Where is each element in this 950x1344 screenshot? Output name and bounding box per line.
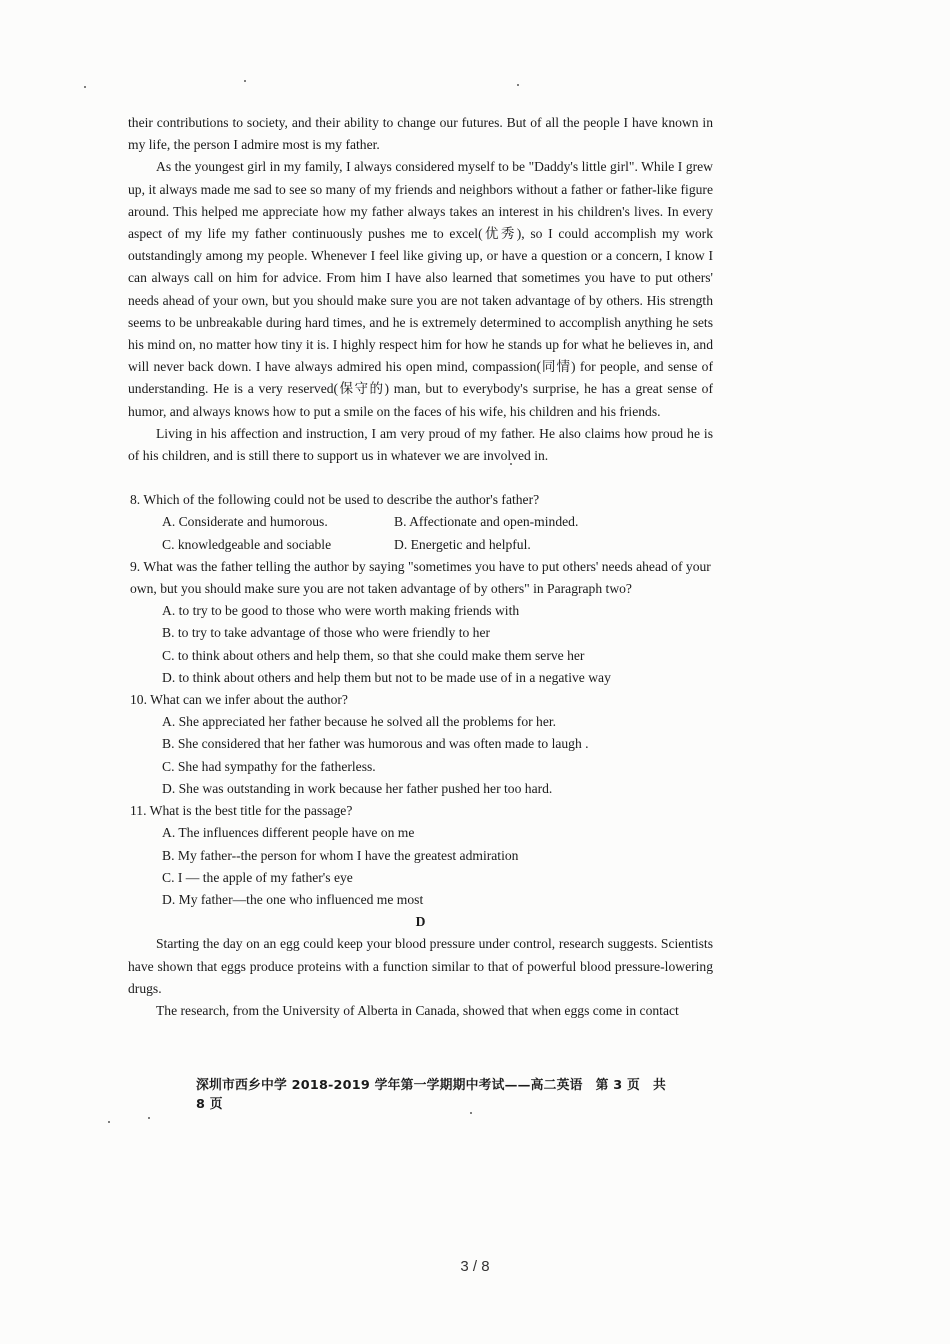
option-b: B. to try to take advantage of those who were friendly to her (162, 625, 491, 641)
scan-speck (148, 1117, 150, 1119)
question-number: 10. (130, 692, 147, 708)
question-stem: What can we infer about the author? (150, 692, 348, 708)
option-a: A. to try to be good to those who were worth making friends with (162, 603, 520, 619)
section-d-heading: D (415, 914, 426, 930)
option-d: D. She was outstanding in work because her father pushed her too hard. (162, 780, 553, 796)
question-8 (128, 489, 713, 556)
question-stem: What was the father telling the author by saying "sometimes you have to put others' needs ahead of your own, but you should make sure you are not taken advantage of by others" in Paragraph two? (130, 558, 711, 597)
option-c: C. I — the apple of my father's eye (162, 869, 353, 885)
exam-footer: 深圳市西乡中学 2018-2019 学年第一学期期中考试——高二英语 第 3 页 共 8 页 (196, 1078, 666, 1112)
option-d: D. to think about others and help them but not to be made use of in a negative way (162, 669, 611, 685)
scan-speck (470, 1112, 472, 1114)
option-a: A. The influences different people have on me (162, 825, 415, 841)
option-c: C. knowledgeable and sociable (162, 536, 332, 552)
question-number: 11. (130, 803, 147, 819)
option-d: D. Energetic and helpful. (394, 536, 531, 552)
option-a: A. She appreciated her father because he solved all the problems for her. (162, 714, 557, 730)
option-b: B. Affectionate and open-minded. (394, 514, 579, 530)
passage-c-paragraph-2: As the youngest girl in my family, I always considered myself to be "Daddy's little girl". While I grew up, it always made me sad to see so many of my friends and neighbors without a father or father-like figure around. This helped me appreciate how my father always takes an interest in his children's lives. In every aspect of my life my father continuously pushes me to excel(优秀), so I could accomplish my work outstandingly among my people. Whenever I feel like giving up, or have a question or a concern, I know I can always call on him for advice. From him I have also learned that sometimes you have to put others' needs ahead of your own, but you should make sure you are not taken advantage of by others. His strength seems to be unbreakable during hard times, and he is extremely determined to accomplish anything he sets his mind on, no matter how tiny it is. I highly respect him for how he stands up for what he believes in, and will never back down. I have always admired his open mind, compassion(同情) for people, and sense of understanding. He is a very reserved(保守的) man, but to everybody's surprise, he has a great sense of humor, and always knows how to put a smile on the faces of his wife, his children and his friends. (128, 159, 713, 419)
question-10 (128, 689, 713, 800)
exam-page-content (128, 112, 713, 1022)
spacer (128, 467, 713, 489)
passage-c-paragraph-3: Living in his affection and instruction, I am very proud of my father. He also claims how proud he is of his children, and is still there to support us in whatever we are involved in. (128, 425, 713, 464)
scan-speck (244, 80, 246, 82)
option-a: A. Considerate and humorous. (162, 514, 328, 530)
option-d: D. My father—the one who influenced me most (162, 891, 424, 907)
question-11 (128, 800, 713, 911)
question-9 (128, 556, 713, 689)
scan-speck (108, 1121, 110, 1123)
question-number: 8. (130, 492, 141, 508)
question-stem: Which of the following could not be used to describe the author's father? (143, 492, 540, 508)
option-c: C. to think about others and help them, so that she could make them serve her (162, 647, 585, 663)
passage-d-paragraph-1: Starting the day on an egg could keep your blood pressure under control, research suggests. Scientists have shown that eggs produce proteins with a function similar to that of powerful blood pressure-lowering drugs. (128, 936, 713, 996)
scan-speck (84, 86, 86, 88)
scan-speck (517, 84, 519, 86)
question-stem: What is the best title for the passage? (149, 803, 353, 819)
page-indicator: 3 / 8 (460, 1258, 490, 1275)
option-b: B. My father--the person for whom I have the greatest admiration (162, 847, 519, 863)
passage-c-paragraph-1: their contributions to society, and their ability to change our futures. But of all the people I have known in my life, the person I admire most is my father. (128, 115, 713, 153)
passage-d-paragraph-2: The research, from the University of Alberta in Canada, showed that when eggs come in contact (156, 1002, 679, 1018)
question-number: 9. (130, 558, 141, 574)
option-c: C. She had sympathy for the fatherless. (162, 758, 376, 774)
option-b: B. She considered that her father was humorous and was often made to laugh . (162, 736, 589, 752)
